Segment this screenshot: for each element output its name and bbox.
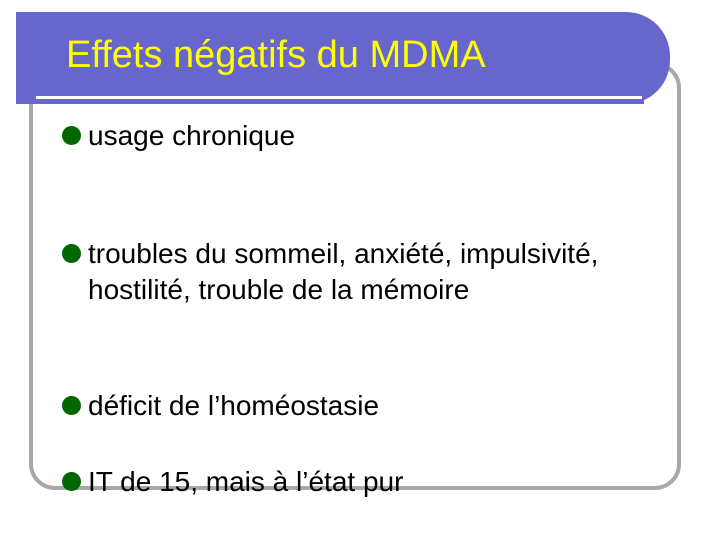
- bullet-dot-icon: [62, 244, 81, 263]
- bullet-item-troubles: [62, 236, 652, 308]
- slide-title: Effets négatifs du MDMA: [66, 34, 486, 76]
- bullet-dot-icon: [62, 126, 81, 145]
- bullet-dot-icon: [62, 396, 81, 415]
- bullet-item-usage-chronique: [62, 118, 652, 154]
- bullet-text: usage chronique: [88, 120, 296, 151]
- bullet-text: troubles du sommeil, anxiété, impulsivité, hostilité, trouble de la mémoire: [88, 238, 599, 305]
- bullet-item-it: [62, 464, 652, 500]
- bullet-dot-icon: [62, 472, 81, 491]
- bullet-item-homeostasie: [62, 388, 652, 424]
- title-underline: [36, 96, 642, 99]
- bullet-text: déficit de l’homéostasie: [88, 390, 380, 421]
- bullet-text: IT de 15, mais à l’état pur: [88, 466, 404, 497]
